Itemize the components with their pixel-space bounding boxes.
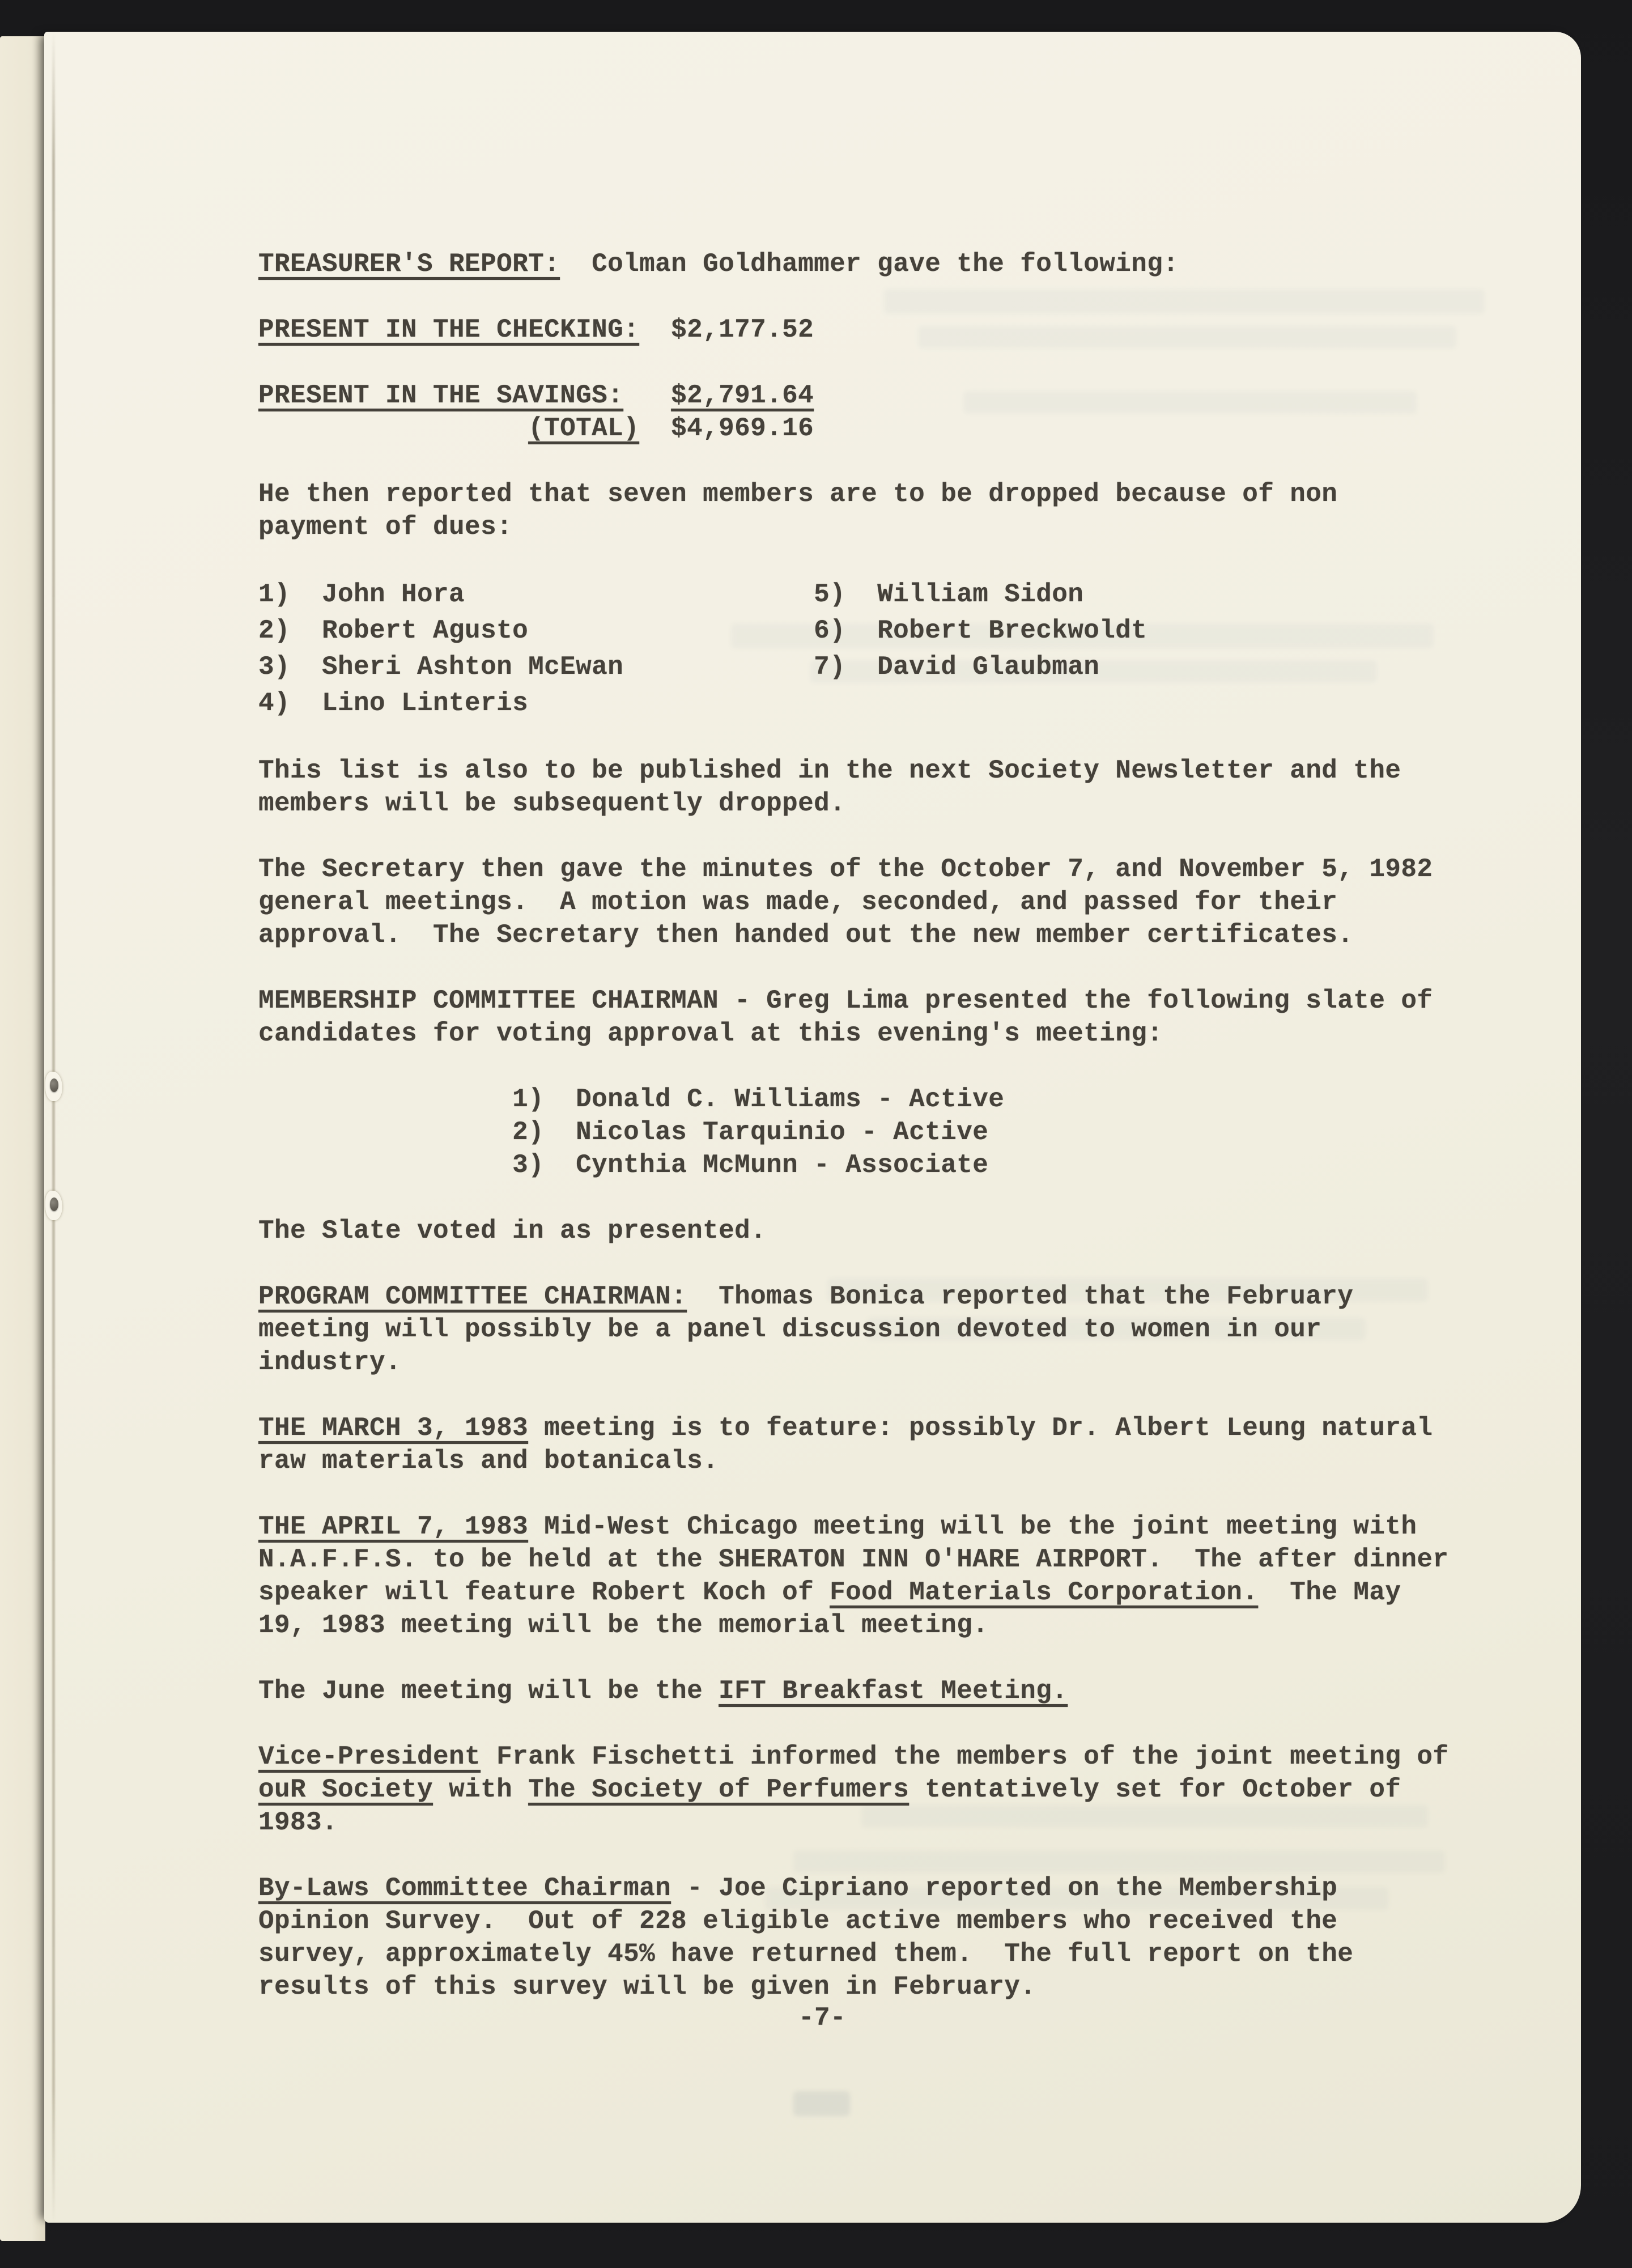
text-line: members will be subsequently dropped. [258, 789, 846, 818]
text-line: 2) Robert Agusto 6) Robert Breckwoldt [258, 616, 1148, 645]
stitch-knot [50, 1197, 58, 1211]
binding-stitch-top [45, 1072, 62, 1101]
text-line: MEMBERSHIP COMMITTEE CHAIRMAN - Greg Lima presented the following slate of [258, 986, 1433, 1016]
text-line: This list is also to be published in the next Society Newsletter and the [258, 756, 1401, 785]
dropped-members-intro [258, 478, 1482, 543]
text-line: TREASURER'S REPORT: Colman Goldhammer gave the following: [258, 249, 1179, 279]
text-line: THE APRIL 7, 1983 Mid-West Chicago meeting will be the joint meeting with [258, 1512, 1417, 1541]
membership-chairman-intro [258, 984, 1482, 1050]
text-line: approval. The Secretary then handed out the new member certificates. [258, 920, 1354, 950]
april-meeting-note [258, 1510, 1482, 1642]
candidate-slate-list [258, 1083, 1482, 1182]
text-line: meeting will possibly be a panel discussion devoted to women in our [258, 1315, 1322, 1344]
text-line: (TOTAL) $4,969.16 [528, 414, 814, 443]
page-number: -7- [798, 2003, 846, 2033]
program-chairman-report [258, 1280, 1482, 1379]
june-meeting-note [258, 1675, 1482, 1708]
text-line: By-Laws Committee Chairman - Joe Cipriano reported on the Membership [258, 1874, 1338, 1903]
text-line: payment of dues: [258, 512, 513, 542]
text-line: He then reported that seven members are to be dropped because of non [258, 479, 1338, 509]
bleed-through-page-number [793, 2091, 850, 2116]
checking-balance-line [258, 313, 1482, 346]
text-line: 1983. [258, 1808, 338, 1837]
document-page [44, 32, 1581, 2223]
text-line: industry. [258, 1348, 402, 1377]
previous-page-edge [0, 36, 45, 2241]
secretary-minutes [258, 853, 1482, 952]
treasurers-report-heading [258, 248, 1482, 281]
text-line: 4) Lino Linteris [258, 689, 529, 718]
text-line: 2) Nicolas Tarquinio - Active [258, 1118, 989, 1147]
text-line: speaker will feature Robert Koch of Food Materials Corporation. The May [258, 1578, 1401, 1607]
text-line: The Secretary then gave the minutes of the October 7, and November 5, 1982 [258, 855, 1433, 884]
text-line: PRESENT IN THE SAVINGS: $2,791.64 [258, 381, 814, 410]
text-line: PRESENT IN THE CHECKING: $2,177.52 [258, 315, 814, 345]
slate-voted-note [258, 1214, 1482, 1247]
vice-president-note [258, 1740, 1482, 1839]
text-line: 1) John Hora 5) William Sidon [258, 580, 1084, 609]
text-line: 3) Sheri Ashton McEwan 7) David Glaubman [258, 652, 1100, 682]
text-line: general meetings. A motion was made, seconded, and passed for their [258, 887, 1338, 917]
binding-stitch-bottom [45, 1191, 62, 1220]
text-line: 1) Donald C. Williams - Active [258, 1085, 1005, 1114]
march-meeting-note [258, 1412, 1482, 1477]
text-line: N.A.F.F.S. to be held at the SHERATON INN O'HARE AIRPORT. The after dinner [258, 1545, 1449, 1574]
text-line: ouR Society with The Society of Perfumers tentatively set for October of [258, 1775, 1401, 1804]
text-line: raw materials and botanicals. [258, 1446, 719, 1476]
text-line: survey, approximately 45% have returned them. The full report on the [258, 1939, 1354, 1969]
text-line: 3) Cynthia McMunn - Associate [258, 1150, 989, 1180]
text-line: 19, 1983 meeting will be the memorial meeting. [258, 1611, 989, 1640]
savings-and-total-lines [258, 379, 1482, 445]
text-line: THE MARCH 3, 1983 meeting is to feature: possibly Dr. Albert Leung natural [258, 1413, 1433, 1443]
binding-crease [52, 32, 55, 2223]
text-line: Vice-President Frank Fischetti informed the members of the joint meeting of [258, 1742, 1449, 1772]
text-line: candidates for voting approval at this evening's meeting: [258, 1019, 1163, 1048]
bylaws-chairman-report [258, 1872, 1482, 2003]
text-line: The June meeting will be the IFT Breakfast Meeting. [258, 1676, 1068, 1706]
text-line: results of this survey will be given in February. [258, 1972, 1036, 2002]
text-line: Opinion Survey. Out of 228 eligible active members who received the [258, 1906, 1338, 1936]
stitch-knot [50, 1078, 58, 1092]
newsletter-note [258, 754, 1482, 820]
dropped-members-list [258, 576, 1482, 721]
typed-text-body [258, 248, 1482, 2036]
text-line: The Slate voted in as presented. [258, 1216, 767, 1246]
page-footer [258, 1998, 1482, 2035]
text-line: PROGRAM COMMITTEE CHAIRMAN: Thomas Bonica reported that the February [258, 1282, 1354, 1311]
